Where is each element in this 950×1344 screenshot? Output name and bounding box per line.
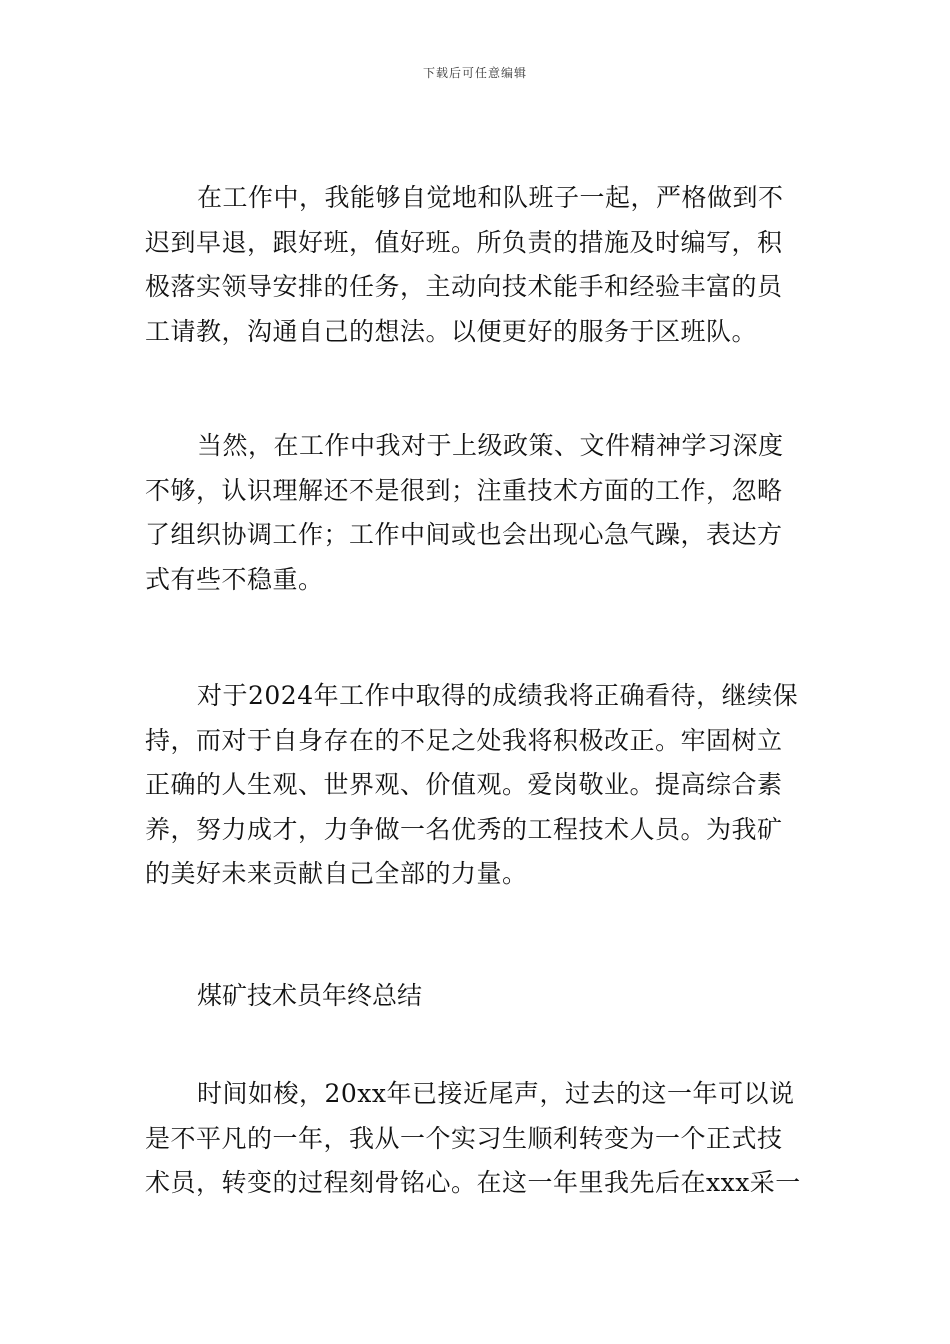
paragraph-line: 了组织协调工作；工作中间或也会出现心急气躁，表达方 — [145, 520, 783, 549]
paragraph-line: 时间如梭，20xx年已接近尾声，过去的这一年可以说 — [197, 1079, 795, 1108]
paragraph-line: 的美好未来贡献自己全部的力量。 — [145, 859, 528, 888]
paragraph-line: 式有些不稳重。 — [145, 564, 324, 594]
paragraph-line: 是不平凡的一年，我从一个实习生顺利转变为一个正式技 — [145, 1123, 783, 1153]
paragraph-line: 术员，转变的过程刻骨铭心。在这一年里我先后在xxx采一 — [145, 1168, 801, 1197]
section-heading: 煤矿技术员年终总结 — [197, 981, 423, 1010]
paragraph-outlook — [145, 674, 807, 897]
paragraph-line: 工请教，沟通自己的想法。以便更好的服务于区班队。 — [145, 316, 758, 346]
paragraph-line: 持，而对于自身存在的不足之处我将积极改正。牢固树立 — [145, 725, 783, 755]
paragraph-line: 对于2024年工作中取得的成绩我将正确看待，继续保 — [197, 681, 799, 710]
paragraph-line: 当然，在工作中我对于上级政策、文件精神学习深度 — [197, 431, 784, 460]
paragraph-intro — [145, 1072, 807, 1206]
paragraph-line: 不够，认识理解还不是很到；注重技术方面的工作，忽略 — [145, 475, 783, 505]
paragraph-shortcomings — [145, 424, 807, 602]
paragraph-line: 正确的人生观、世界观、价值观。爱岗敬业。提高综合素 — [145, 770, 783, 799]
paragraph-line: 养，努力成才，力争做一名优秀的工程技术人员。为我矿 — [145, 814, 783, 844]
paragraph-line: 在工作中，我能够自觉地和队班子一起，严格做到不 — [197, 183, 784, 212]
paragraph-line: 极落实领导安排的任务，主动向技术能手和经验丰富的员 — [145, 272, 783, 301]
page-header-note: 下载后可任意编辑 — [422, 66, 527, 80]
paragraph-line: 迟到早退，跟好班，值好班。所负责的措施及时编写，积 — [145, 227, 783, 257]
paragraph-work-attitude — [145, 176, 807, 354]
